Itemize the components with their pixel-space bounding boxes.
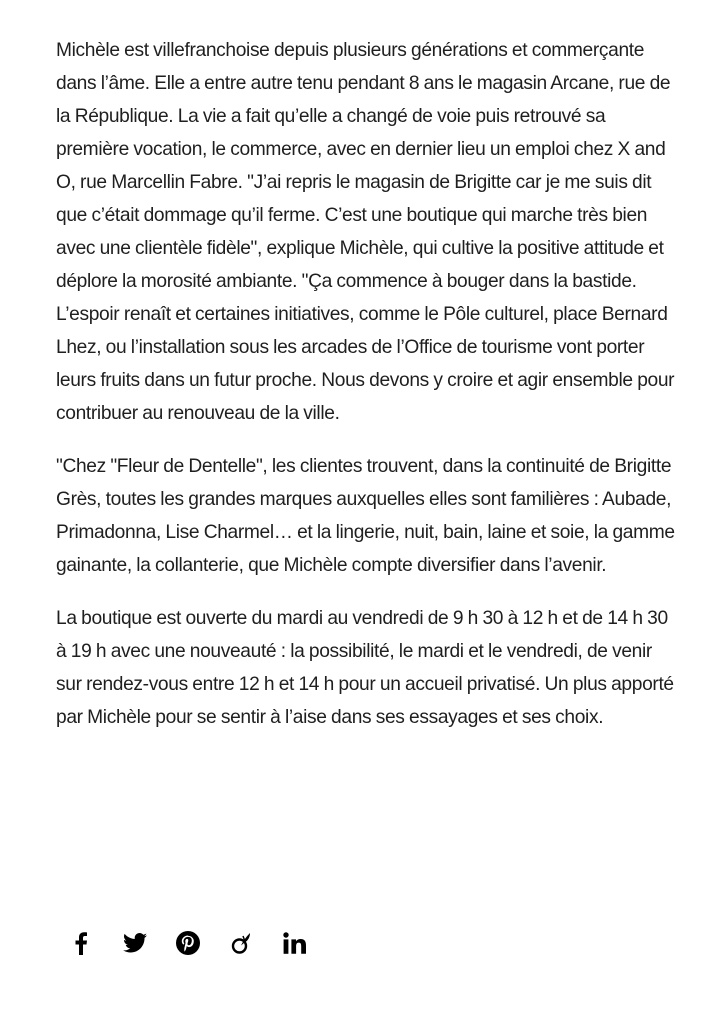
facebook-icon [74,931,88,955]
linkedin-icon [283,932,307,954]
share-facebook-button[interactable] [66,926,96,960]
article-body [56,34,676,754]
twitter-icon [123,933,147,953]
article-paragraph: "Chez "Fleur de Dentelle", les clientes trouvent, dans la continuité de Brigitte Grès, toutes les grandes marques auxquelles elles sont familières : Aubade, Primadonna, Lise Charmel… et la lingerie, nuit, bain, laine et soie, la gamme gainante, la collanterie, que Michèle compte diversifier dans l’avenir. [56,456,675,576]
share-bar [66,926,334,960]
article-paragraph: La boutique est ouverte du mardi au vendredi de 9 h 30 à 12 h et de 14 h 30 à 19 h avec une nouveauté : la possibilité, le mardi et le vendredi, de venir sur rendez-vous entre 12 h et 14 h pour un accueil privatisé. Un plus apporté par Michèle pour se sentir à l’aise dans ses essayages et ses choix. [56,608,674,728]
viadeo-icon [231,931,253,955]
article-paragraph: Michèle est villefranchoise depuis plusieurs générations et commerçante dans l’âme. Elle a entre autre tenu pendant 8 ans le magasin Arcane, rue de la République. La vie a fait qu’elle a changé de voie puis retrouvé sa première vocation, le commerce, avec en dernier lieu un emploi chez X and O, rue Marcellin Fabre. "J’ai repris le magasin de Brigitte car je me suis dit que c’était dommage qu’il ferme. C’est une boutique qui marche très bien avec une clientèle fidèle", explique Michèle, qui cultive la positive attitude et déplore la morosité ambiante. "Ça commence à bouger dans la bastide. L’espoir renaît et certaines initiatives, comme le Pôle culturel, place Bernard Lhez, ou l’installation sous les arcades de l’Office de tourisme vont porter leurs fruits dans un futur proche. Nous devons y croire et agir ensemble pour contribuer au renouveau de la ville. [56,40,675,424]
share-twitter-button[interactable] [120,926,150,960]
pinterest-icon [176,931,200,955]
share-viadeo-button[interactable] [227,926,257,960]
share-pinterest-button[interactable] [173,926,203,960]
share-linkedin-button[interactable] [280,926,310,960]
